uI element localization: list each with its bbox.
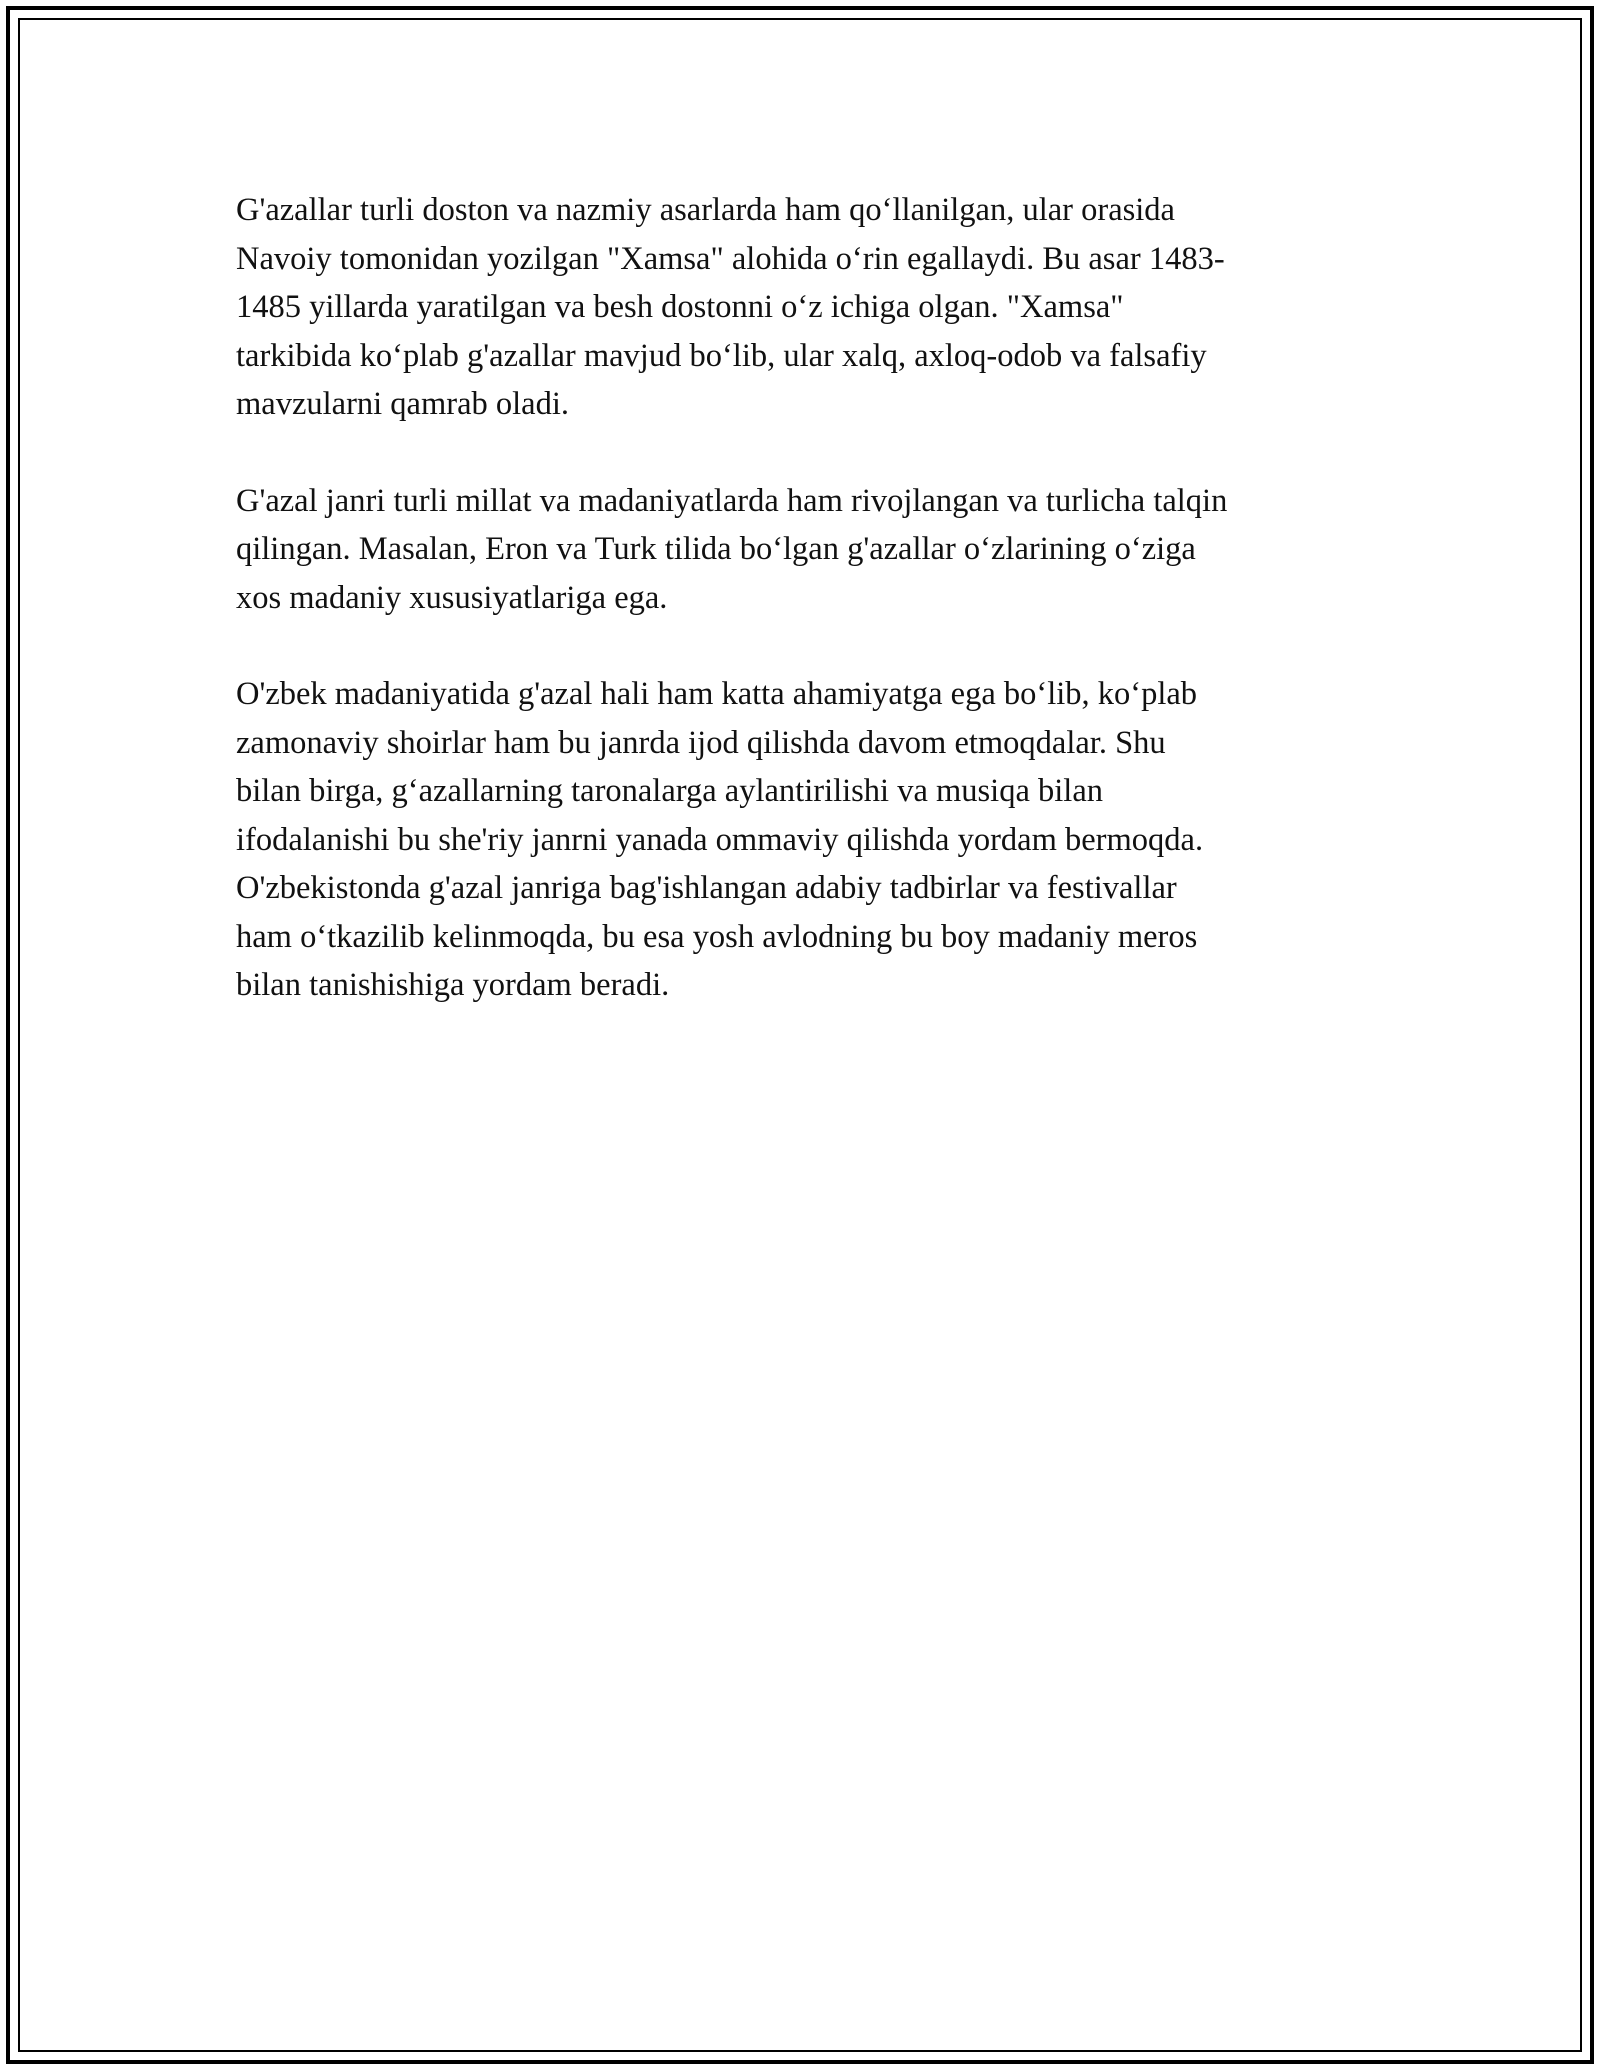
text-line: bilan birga, g‘azallarning taronalarga aylantirilishi va musiqa bilan — [236, 773, 1103, 809]
text-line: xos madaniy xususiyatlariga ega. — [236, 579, 668, 616]
paragraph-1 — [236, 186, 1366, 429]
paragraph-2 — [236, 477, 1366, 623]
text-line: O'zbekistonda g'azal janriga bag'ishlangan adabiy tadbirlar va festivallar — [236, 870, 1177, 906]
text-line: qilingan. Masalan, Eron va Turk tilida bo‘lgan g'azallar o‘zlarining o‘ziga — [236, 531, 1196, 567]
paragraph-3 — [236, 670, 1366, 1010]
text-line: G'azal janri turli millat va madaniyatlarda ham rivojlangan va turlicha talqin — [236, 482, 1228, 519]
text-line: O'zbek madaniyatida g'azal hali ham katta ahamiyatga ega bo‘lib, ko‘plab — [236, 676, 1198, 712]
text-line: bilan tanishishiga yordam beradi. — [236, 967, 670, 1003]
text-line: Navoiy tomonidan yozilgan "Xamsa" alohida o‘rin egallaydi. Bu asar 1483- — [236, 240, 1225, 277]
text-line: ham o‘tkazilib kelinmoqda, bu esa yosh avlodning bu boy madaniy meros — [236, 918, 1198, 955]
text-line: 1485 yillarda yaratilgan va besh dostonni o‘z ichiga olgan. "Xamsa" — [236, 289, 1124, 325]
text-line: G'azallar turli doston va nazmiy asarlarda ham qo‘llanilgan, ular orasida — [236, 192, 1175, 228]
text-line: zamonaviy shoirlar ham bu janrda ijod qilishda davom etmoqdalar. Shu — [236, 724, 1166, 761]
text-line: ifodalanishi bu she'riy janrni yanada ommaviy qilishda yordam bermoqda. — [236, 821, 1204, 858]
text-line: mavzularni qamrab oladi. — [236, 386, 569, 422]
text-line: tarkibida ko‘plab g'azallar mavjud bo‘lib, ular xalq, axloq-odob va falsafiy — [236, 337, 1207, 374]
document-body — [236, 186, 1366, 1058]
